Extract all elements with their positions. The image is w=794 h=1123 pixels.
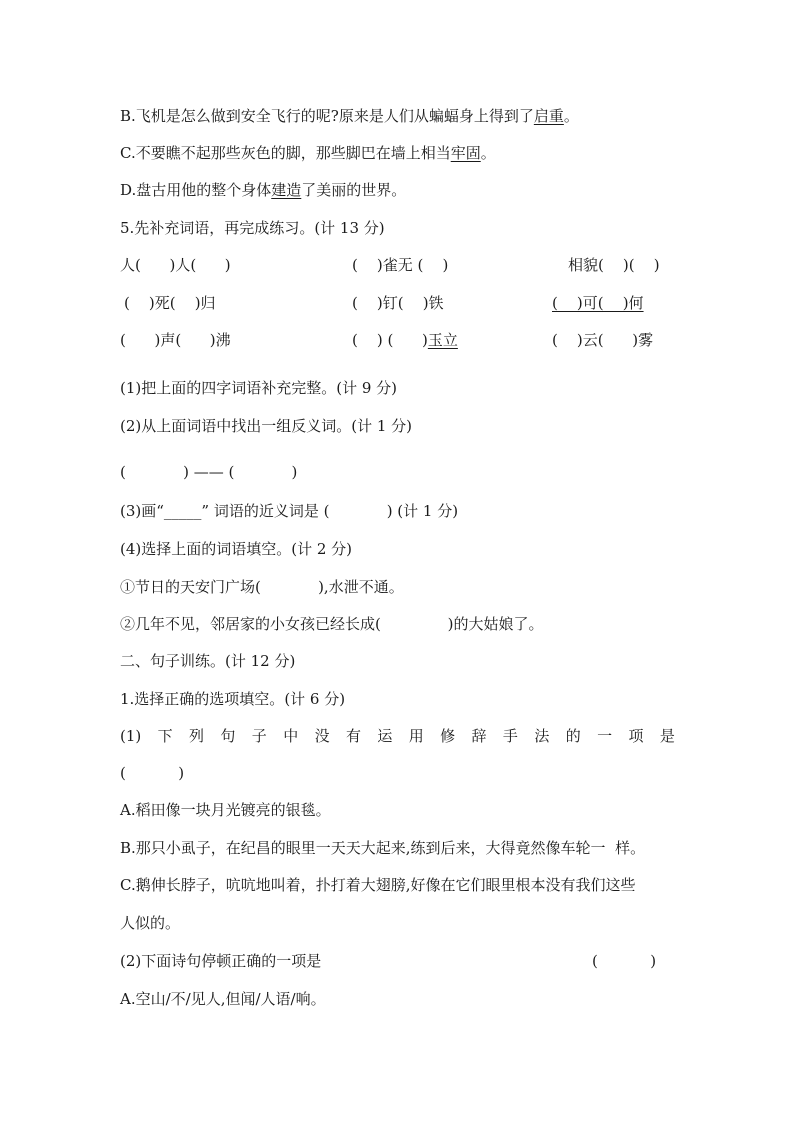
idiom-r3c1: ( )声( )沸	[120, 331, 231, 349]
idiom-r2c1: ( )死( )归	[124, 294, 216, 312]
idiom-r1c1: 人( )人( )	[120, 256, 231, 274]
question-1-2: (2)下面诗句停顿正确的一项是	[120, 952, 322, 970]
idiom-r3c3: ( )云( )雾	[552, 331, 654, 349]
option-c-line: C.不要瞧不起那些灰色的脚，那些脚巴在墙上相当牢固。	[120, 144, 496, 162]
idiom-r2c3: ( )可( )何	[552, 294, 644, 312]
task-2: (2)从上面词语中找出一组反义词。(计 1 分)	[120, 417, 413, 435]
idiom-r1c3: 相貌( )( )	[568, 256, 660, 274]
underlined-word: 建造	[271, 181, 302, 199]
question-5-title: 5.先补充词语，再完成练习。(计 13 分)	[120, 219, 385, 237]
section-2-title: 二、句子训练。(计 12 分)	[120, 652, 296, 670]
task-1: (1)把上面的四字词语补充完整。(计 9 分)	[120, 379, 398, 397]
underlined-word: 玉立	[427, 331, 458, 349]
question-1-2-blank: ( )	[592, 952, 657, 970]
idiom-r1c2: ( )雀无 ( )	[352, 256, 449, 274]
task-4-item-1: ①节日的天安门广场( ),水泄不通。	[120, 578, 404, 596]
option-b: B.那只小虱子，在纪昌的眼里一天天大起来,练到后来，大得竟然像车轮一 样。	[120, 839, 646, 857]
option-b-line: B.飞机是怎么做到安全飞行的呢?原来是人们从蝙蝠身上得到了启重。	[120, 107, 579, 125]
underlined-word: 启重	[533, 107, 564, 125]
task-4-item-2: ②几年不见，邻居家的小女孩已经长成( )的大姑娘了。	[120, 615, 544, 633]
question-1-1-spread-line: (1) 下 列 句 子 中 没 有 运 用 修 辞 手 法 的 一 项 是	[120, 727, 675, 745]
option-d-line: D.盘古用他的整个身体建造了美丽的世界。	[120, 181, 407, 199]
option-c-line-2: 人似的。	[120, 914, 181, 932]
question-1-1-blank: ( )	[120, 764, 185, 782]
option-a-poem: A.空山/不/见人,但闻/人语/响。	[120, 990, 326, 1008]
idiom-r3c2: ( ) ( )玉立	[352, 331, 458, 349]
underlined-word: 牢固	[450, 144, 481, 162]
task-4: (4)选择上面的词语填空。(计 2 分)	[120, 540, 353, 558]
task-3: (3)画“_____” 词语的近义词是 ( ) (计 1 分)	[120, 502, 459, 520]
option-c-line-1: C.鹅伸长脖子，吭吭地叫着，扑打着大翅膀,好像在它们眼里根本没有我们这些	[120, 876, 636, 894]
task-2-answer-blank: ( ) —— ( )	[120, 463, 298, 481]
idiom-r2c2: ( )钉( )铁	[352, 294, 444, 312]
option-a: A.稻田像一块月光镀亮的银毯。	[120, 801, 331, 819]
section-2-question-1: 1.选择正确的选项填空。(计 6 分)	[120, 690, 346, 708]
